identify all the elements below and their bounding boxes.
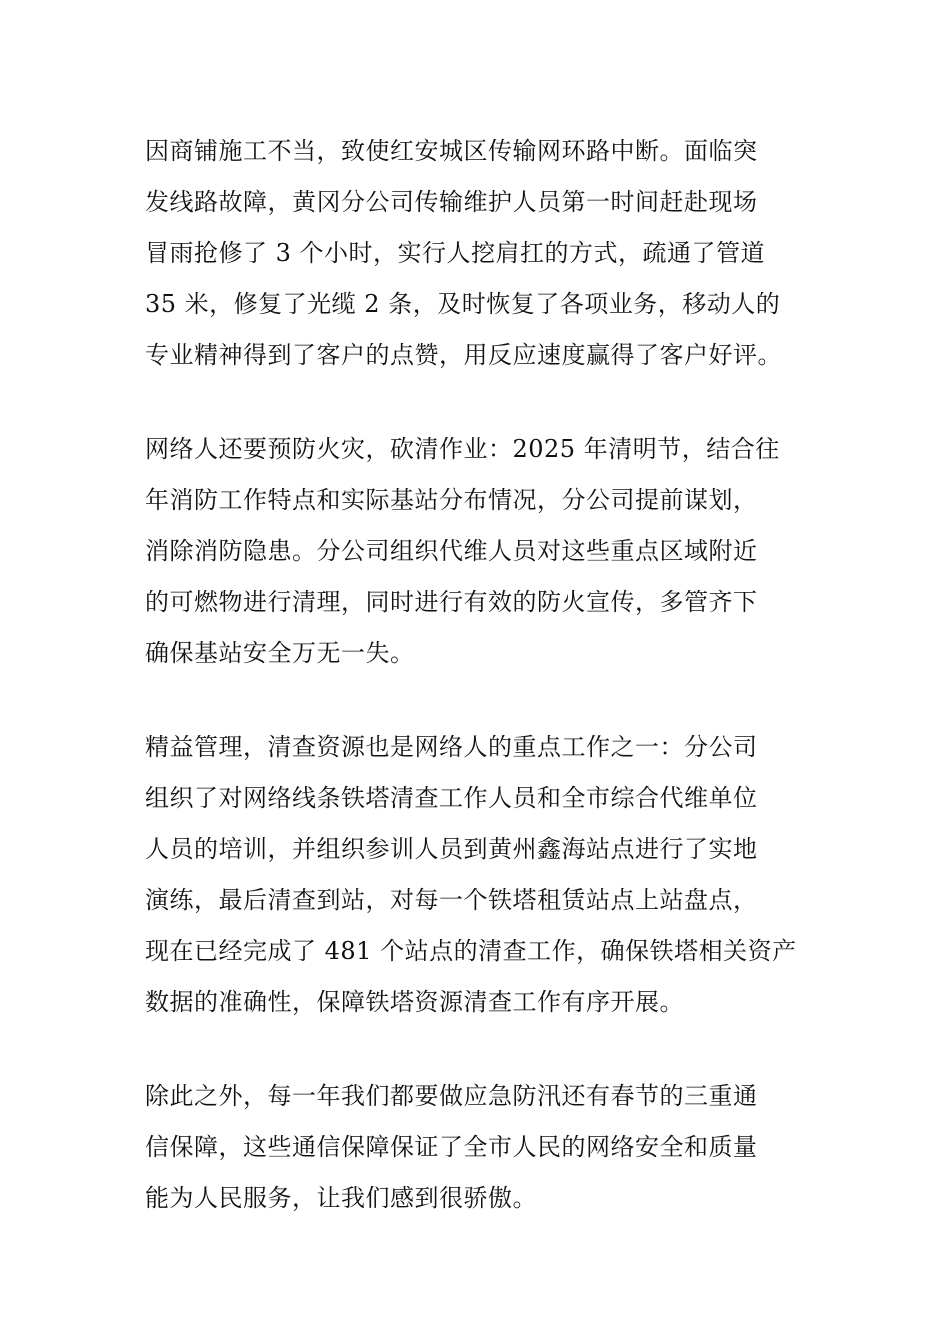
text-line: 演练，最后清查到站，对每一个铁塔租赁站点上站盘点， xyxy=(145,886,758,914)
text-line: 除此之外，每一年我们都要做应急防汛还有春节的三重通 xyxy=(145,1082,758,1110)
text-line: 消除消防隐患。分公司组织代维人员对这些重点区域附近 xyxy=(145,537,758,565)
text-line: 精益管理，清查资源也是网络人的重点工作之一：分公司 xyxy=(145,733,758,761)
text-line: 因商铺施工不当，致使红安城区传输网环路中断。面临突 xyxy=(145,137,758,165)
text-line: 信保障，这些通信保障保证了全市人民的网络安全和质量 xyxy=(145,1133,758,1161)
text-line: 能为人民服务，让我们感到很骄傲。 xyxy=(145,1184,537,1212)
paragraph-resource-audit xyxy=(145,722,815,1028)
text-line: 现在已经完成了 481 个站点的清查工作，确保铁塔相关资产 xyxy=(145,937,797,965)
text-line: 确保基站安全万无一失。 xyxy=(145,639,415,667)
text-line: 发线路故障，黄冈分公司传输维护人员第一时间赶赴现场 xyxy=(145,188,758,216)
text-line: 冒雨抢修了 3 个小时，实行人挖肩扛的方式，疏通了管道 xyxy=(145,239,766,267)
text-line: 35 米，修复了光缆 2 条，及时恢复了各项业务，移动人的 xyxy=(145,290,781,318)
text-line: 年消防工作特点和实际基站分布情况，分公司提前谋划， xyxy=(145,486,758,514)
text-line: 人员的培训，并组织参训人员到黄州鑫海站点进行了实地 xyxy=(145,835,758,863)
text-line: 数据的准确性，保障铁塔资源清查工作有序开展。 xyxy=(145,988,684,1016)
text-line: 的可燃物进行清理，同时进行有效的防火宣传，多管齐下 xyxy=(145,588,758,616)
paragraph-communication-assurance xyxy=(145,1071,815,1224)
text-line: 专业精神得到了客户的点赞，用反应速度赢得了客户好评。 xyxy=(145,341,782,369)
text-line: 组织了对网络线条铁塔清查工作人员和全市综合代维单位 xyxy=(145,784,758,812)
paragraph-fire-prevention xyxy=(145,424,815,679)
paragraph-repair xyxy=(145,126,815,381)
text-line: 网络人还要预防火灾，砍清作业：2025 年清明节，结合往 xyxy=(145,435,780,463)
